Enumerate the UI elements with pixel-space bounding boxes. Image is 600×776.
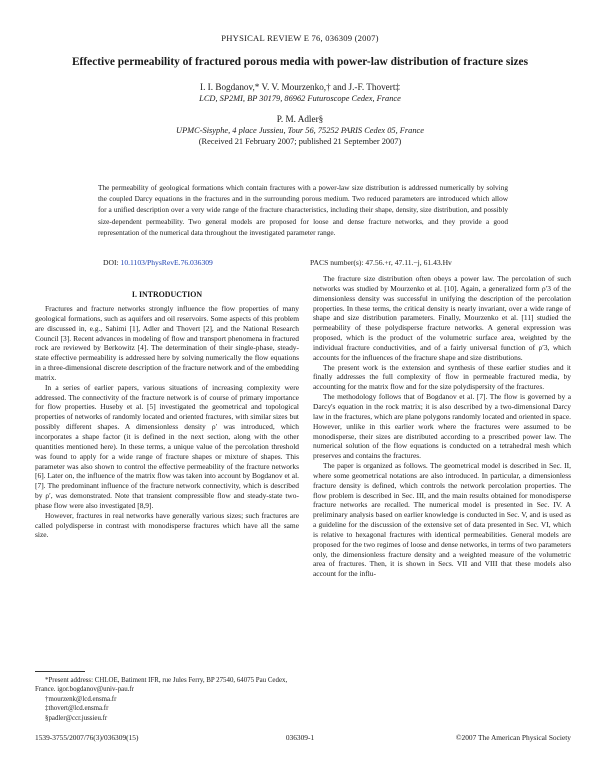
footnote: *Present address: CHLOE, Batiment IFR, rue Jules Ferry, BP 27540, 64075 Pau Cedex, France. igor.bogdanov@univ-pau.fr <box>35 677 288 694</box>
paragraph: In a series of earlier papers, various situations of increasing complexity were addressed. The connectivity of the fracture network is of course of primary importance for flow properties. Huseby et al. [5] investigated the geometrical and topological properties of networks of randomly located and oriented fractures, with similar sizes but possibly different shapes. A dimensionless density ρ′ was introduced, which incorporates a shape factor (it is defined in the next section, along with the other quantities mentioned here). In these terms, a unique value of the percolation threshold was found to apply for a wide range of fracture shapes or mixture of shapes. This parameter was also shown to control the effective permeability of the fracture networks [6]. Later on, the influence of the matrix flow was taken into account by Bogdanov et al. [7]. The predominant influence of the fracture network connectivity, which is described by ρ′, was demonstrated. Note that transient compressible flow and steady-state two-phase flow were also investigated [8,9]. <box>35 382 299 510</box>
doi-label: DOI: <box>103 258 121 267</box>
footnote: ‡thovert@lcd.ensma.fr <box>45 705 109 713</box>
footer-issn: 1539-3755/2007/76(3)/036309(15) <box>35 733 139 742</box>
paragraph: The present work is the extension and synthesis of these earlier studies and it finally addresses the full complexity of flow in permeable fractured media, by accounting for the matrix flow and for the size polydispersity of the fractures. <box>313 362 571 392</box>
journal-header: PHYSICAL REVIEW E 76, 036309 (2007) <box>221 33 379 43</box>
author-block-2 <box>0 114 600 146</box>
paper-title: Effective permeability of fractured porous media with power-law distribution of fracture sizes <box>71 56 529 68</box>
abstract: The permeability of geological formations which contain fractures with a power-law size distribution is addressed numerically by solving the coupled Darcy equations in the fractures and in the surrounding porous medium. Two reduced parameters are introduced which allow for a unified description over a very wide range of the fracture characteristics, including their shape, density, size distribution, and possibly size-dependent permeability. Two general models are proposed for loose and dense fracture networks, and they provide a good representation of the numerical data throughout the investigated parameter range. <box>98 183 508 237</box>
paragraph: The fracture size distribution often obeys a power law. The percolation of such networks was studied by Mourzenko et al. [10]. Again, a generalized form ρ′3 of the dimensionless density was successful in unifying the description of the percolation properties. In these terms, the critical density is nearly invariant, over a wide range of shape and size distribution parameters. Finally, Mourzenko et al. [11] studied the permeability of these polydisperse fracture networks. A general expression was proposed, which is the product of the volumetric surface area, weighted by the individual fracture conductivities, and of a fairly universal function of ρ′3, which accounts for the influences of the fracture shape and size distributions. <box>313 274 571 362</box>
footer-copyright: ©2007 The American Physical Society <box>455 733 571 742</box>
column-left <box>35 304 299 540</box>
authors-line-1: I. I. Bogdanov,* V. V. Mourzenko,† and J.-F. Thovert‡ <box>200 82 400 92</box>
pacs-numbers: PACS number(s): 47.56.+r, 47.11.−j, 61.43.Hv <box>310 258 452 267</box>
affiliation-2: UPMC-Sisyphe, 4 place Jussieu, Tour 56, 75252 PARIS Cedex 05, France <box>176 126 424 135</box>
column-right <box>313 274 571 579</box>
paragraph: The methodology follows that of Bogdanov et al. [7]. The flow is governed by a Darcy's equation in the rock matrix; it is also described by a two-dimensional Darcy law in the fractures, which are plane polygons randomly located and oriented in space. However, unlike in this earlier work where the fractures were assumed to be monodisperse, their sizes are distributed according to a prescribed power law. The numerical solution of the flow equations is conducted on a tetrahedral mesh which preserves and contains the fractures. <box>313 392 571 461</box>
footnote: §padler@ccr.jussieu.fr <box>45 714 108 722</box>
paragraph: The paper is organized as follows. The geometrical model is described in Sec. II, where some geometrical notations are also introduced. In particular, a dimensionless fracture density is defined, which controls the network percolation properties. The flow problem is described in Sec. III, and the main results obtained for monodisperse fracture networks are recalled. The numerical model is presented in Sec. IV. A preliminary analysis based on earlier knowledge is conducted in Sec. V, and is used as a guideline for the discussion of the extensive set of data presented in Sec. VI, which is relative to hexagonal fractures with identical permeabilities. General models are proposed for the two regimes of loose and dense networks, in terms of two parameters only, the dimensionless fracture density and a weighted measure of the volumetric area of fractures. Then, it is shown in Secs. VII and VIII that these models also account for the influ- <box>313 461 571 579</box>
authors-line-2: P. M. Adler§ <box>276 114 324 124</box>
doi-line <box>103 258 213 267</box>
footnote: †mourzenk@lcd.ensma.fr <box>45 695 117 703</box>
received-dates: (Received 21 February 2007; published 21 September 2007) <box>198 137 402 146</box>
footnotes <box>35 676 299 723</box>
paragraph: However, fractures in real networks have generally various sizes; such fractures are called polydisperse in contrast with monodisperse fractures which have all the same size. <box>35 510 299 540</box>
footnote-divider <box>35 671 85 672</box>
doi-link[interactable]: 10.1103/PhysRevE.76.036309 <box>120 258 213 267</box>
author-block-1 <box>0 82 600 103</box>
page-number: 036309-1 <box>285 733 315 742</box>
section-heading: I. INTRODUCTION <box>131 290 203 299</box>
paragraph: Fractures and fracture networks strongly influence the flow properties of many geological formations, such as aquifers and oil reservoirs. Some aspects of this problem are discussed in, e.g., Sahimi [1], Adler and Thovert [2], and the National Research Council [3]. Recent advances in modeling of flow and transport phenomena in fractured rock are reviewed by Berkowitz [4]. The determination of their single-phase, steady-state effective permeability is addressed here by solving numerically the flow equations in a three-dimensional discrete description of the fracture network and of the embedding matrix. <box>35 304 299 382</box>
affiliation-1: LCD, SP2MI, BP 30179, 86962 Futuroscope Cedex, France <box>199 94 401 103</box>
